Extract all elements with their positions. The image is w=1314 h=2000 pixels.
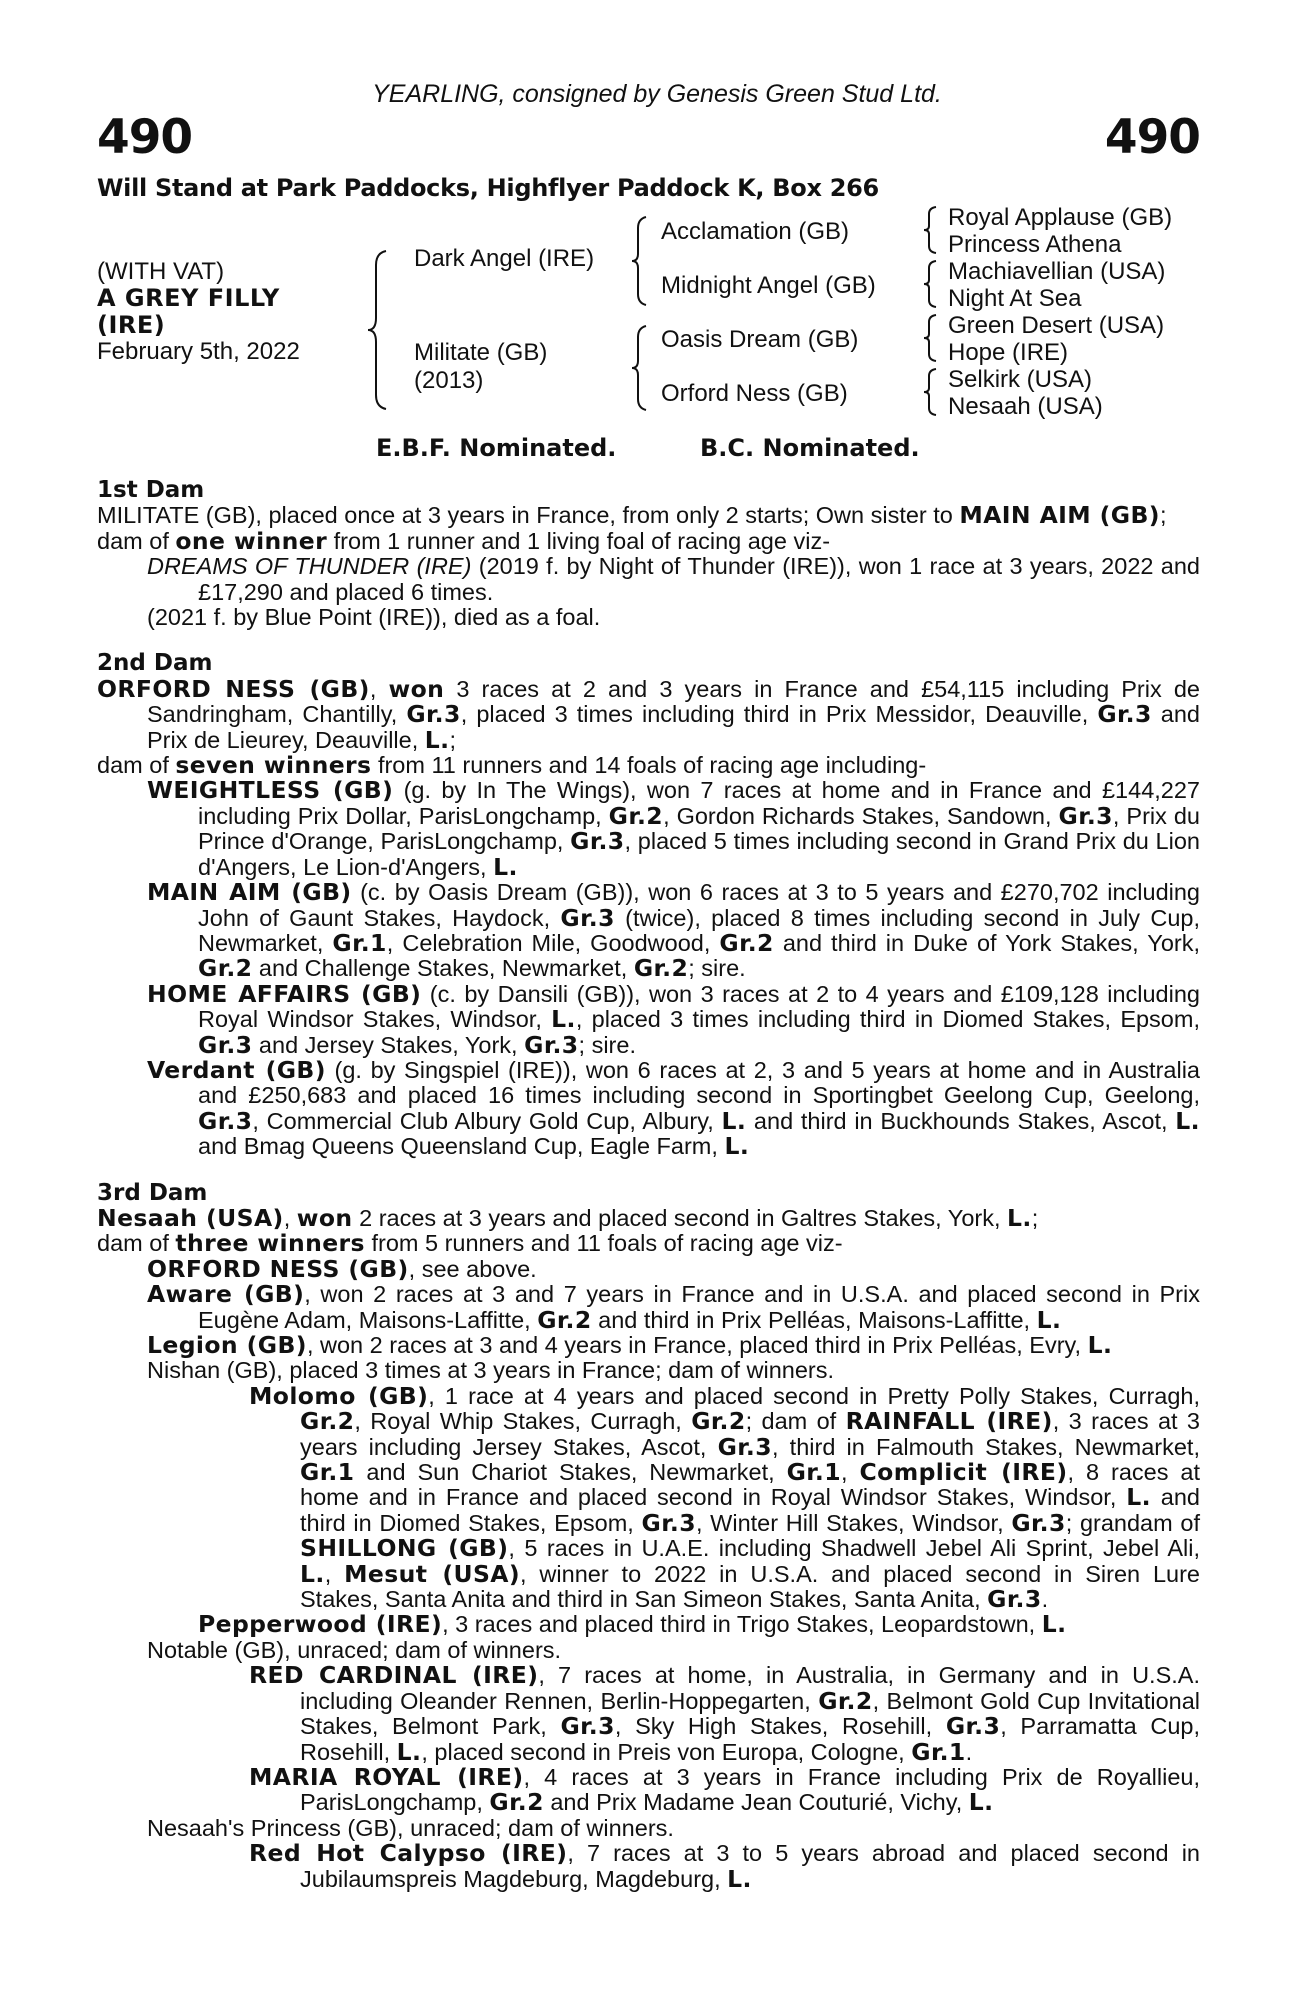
lot-number-right: 490 xyxy=(1104,110,1200,165)
produce-entry: ORFORD NESS (GB), see above. xyxy=(147,1254,537,1283)
sire-sire: Acclamation (GB) xyxy=(661,218,850,245)
produce-entry: DREAMS OF THUNDER (IRE) (2019 f. by Night of Thunder (IRE)), won 1 race at 3 years, 2022 and £17,290 and placed 6 times. xyxy=(147,553,1200,605)
sire-dam: Midnight Angel (GB) xyxy=(661,272,876,299)
gen3-2: Princess Athena xyxy=(948,231,1122,258)
vat-note: (WITH VAT) xyxy=(97,258,225,285)
consignment-line: YEARLING, consigned by Genesis Green Stud Ltd. xyxy=(372,80,942,108)
produce-entry: MARIA ROYAL (IRE), 4 races at 3 years in France including Prix de Royallieu, ParisLongchamp, Gr.2 and Prix Madame Jean Couturié, Vichy, L. xyxy=(249,1762,1200,1817)
second-dam-heading: 2nd Dam xyxy=(97,650,213,677)
produce-entry: Notable (GB), unraced; dam of winners. xyxy=(147,1636,562,1663)
curly-brace-left-icon xyxy=(922,260,938,308)
dam-name: Militate (GB) xyxy=(414,339,548,366)
sire-name: Dark Angel (IRE) xyxy=(414,245,595,272)
third-dam-produce: dam of three winners from 5 runners and 11 foals of racing age viz- xyxy=(97,1229,843,1258)
produce-entry: Nishan (GB), placed 3 times at 3 years in France; dam of winners. xyxy=(147,1357,835,1384)
curly-brace-left-icon xyxy=(922,206,938,254)
second-dam-entry: ORFORD NESS (GB), won 3 races at 2 and 3 years in France and £54,115 including Prix de Sandringham, Chantilly, Gr.3, placed 3 times including third in Prix Messidor, Deauville, Gr.3 and Prix de Lieurey, Deauville, L.; xyxy=(97,674,1201,754)
produce-entry: Nesaah's Princess (GB), unraced; dam of winners. xyxy=(147,1814,674,1841)
produce-entry: Molomo (GB), 1 race at 4 years and placed second in Pretty Polly Stakes, Curragh, Gr.2, Royal Whip Stakes, Curragh, Gr.2; dam of RAINFALL (IRE), 3 races at 3 years including Jersey Stakes, Ascot, Gr.3, third in Falmouth Stakes, Newmarket, Gr.1 and Sun Chariot Stakes, Newmarket, Gr.1, Complicit (IRE), 8 races at home and in France and placed second in Royal Windsor Stakes, Windsor, L. and third in Diomed Stakes, Epsom, Gr.3, Winter Hill Stakes, Windsor, Gr.3; grandam of SHILLONG (GB), 5 races in U.A.E. including Shadwell Jebel Ali Sprint, Jebel Ali, L., Mesut (USA), winner to 2022 in U.S.A. and placed second in Siren Lure Stakes, Santa Anita and third in San Simeon Stakes, Santa Anita, Gr.3. xyxy=(249,1381,1201,1614)
ebf-nomination: E.B.F. Nominated. xyxy=(376,434,617,462)
produce-entry: WEIGHTLESS (GB) (g. by In The Wings), won 7 races at home and in France and £144,227 including Prix Dollar, ParisLongchamp, Gr.2, Gordon Richards Stakes, Sandown, Gr.3, Prix du Prince d'Orange, ParisLongchamp, Gr.3, placed 5 times including second in Grand Prix du Lion d'Angers, Le Lion-d'Angers, L. xyxy=(147,776,1201,881)
first-dam-entry: MILITATE (GB), placed once at 3 years in France, from only 2 starts; Own sister to MAIN AIM (GB); xyxy=(97,501,1167,530)
curly-brace-left-icon xyxy=(366,250,388,410)
dam-dam: Orford Ness (GB) xyxy=(661,380,848,407)
gen3-1: Royal Applause (GB) xyxy=(948,204,1173,231)
gen3-3: Machiavellian (USA) xyxy=(948,258,1166,285)
gen3-7: Selkirk (USA) xyxy=(948,366,1093,393)
dam-line-text xyxy=(97,478,1200,1892)
produce-entry: HOME AFFAIRS (GB) (c. by Dansili (GB)), won 3 races at 2 to 4 years and £109,128 including Royal Windsor Stakes, Windsor, L., placed 3 times including third in Diomed Stakes, Epsom, Gr.3 and Jersey Stakes, York, Gr.3; sire. xyxy=(147,979,1200,1059)
produce-entry: Pepperwood (IRE), 3 races and placed third in Trigo Stakes, Leopardstown, L. xyxy=(198,1610,1067,1639)
curly-brace-left-icon xyxy=(922,314,938,362)
curly-brace-left-icon xyxy=(630,216,648,306)
produce-entry: MAIN AIM (GB) (c. by Oasis Dream (GB)), won 6 races at 3 to 5 years and £270,702 including John of Gaunt Stakes, Haydock, Gr.3 (twice), placed 8 times including second in July Cup, Newmarket, Gr.1, Celebration Mile, Goodwood, Gr.2 and third in Duke of York Stakes, York, Gr.2 and Challenge Stakes, Newmarket, Gr.2; sire. xyxy=(147,878,1200,983)
bc-nomination: B.C. Nominated. xyxy=(700,434,920,462)
subject-name: A GREY FILLY xyxy=(97,284,280,312)
gen3-8: Nesaah (USA) xyxy=(948,393,1103,420)
second-dam-produce: dam of seven winners from 11 runners and 14 foals of racing age including- xyxy=(97,751,927,780)
gen3-5: Green Desert (USA) xyxy=(948,312,1165,339)
first-dam-produce: dam of one winner from 1 runner and 1 living foal of racing age viz- xyxy=(97,526,831,555)
subject-country: (IRE) xyxy=(97,311,166,339)
produce-entry: Red Hot Calypso (IRE), 7 races at 3 to 5 years abroad and placed second in Jubilaumspreis Magdeburg, Magdeburg, L. xyxy=(249,1839,1200,1893)
produce-entry: Aware (GB), won 2 races at 3 and 7 years in France and in U.S.A. and placed second in Prix Eugène Adam, Maisons-Laffitte, Gr.2 and third in Prix Pelléas, Maisons-Laffitte, L. xyxy=(147,1280,1200,1334)
lot-number-left: 490 xyxy=(97,110,193,165)
gen3-4: Night At Sea xyxy=(948,285,1082,312)
curly-brace-left-icon xyxy=(630,325,648,411)
dam-year: (2013) xyxy=(414,367,484,394)
produce-entry: RED CARDINAL (IRE), 7 races at home, in Australia, in Germany and in U.S.A. including Oleander Rennen, Berlin-Hoppegarten, Gr.2, Belmont Gold Cup Invitational Stakes, Belmont Park, Gr.3, Sky High Stakes, Rosehill, Gr.3, Parramatta Cup, Rosehill, L., placed second in Preis von Europa, Cologne, Gr.1. xyxy=(249,1661,1201,1766)
third-dam-heading: 3rd Dam xyxy=(97,1179,208,1206)
produce-entry: (2021 f. by Blue Point (IRE)), died as a foal. xyxy=(147,604,601,631)
dam-sire: Oasis Dream (GB) xyxy=(661,326,859,353)
third-dam-entry: Nesaah (USA), won 2 races at 3 years and placed second in Galtres Stakes, York, L.; xyxy=(97,1203,1039,1232)
stand-location: Will Stand at Park Paddocks, Highflyer Paddock K, Box 266 xyxy=(97,174,879,202)
first-dam-heading: 1st Dam xyxy=(97,477,205,503)
produce-entry: Verdant (GB) (g. by Singspiel (IRE)), won 6 races at 2, 3 and 5 years at home and in Australia and £250,683 and placed 16 times including second in Sportingbet Geelong Cup, Geelong, Gr.3, Commercial Club Albury Gold Cup, Albury, L. and third in Buckhounds Stakes, Ascot, L. and Bmag Queens Queensland Cup, Eagle Farm, L. xyxy=(147,1055,1200,1161)
curly-brace-left-icon xyxy=(922,368,938,416)
gen3-6: Hope (IRE) xyxy=(948,339,1069,366)
produce-entry: Legion (GB), won 2 races at 3 and 4 years in France, placed third in Prix Pelléas, Evry, L. xyxy=(147,1331,1113,1359)
foaling-date: February 5th, 2022 xyxy=(97,338,300,365)
